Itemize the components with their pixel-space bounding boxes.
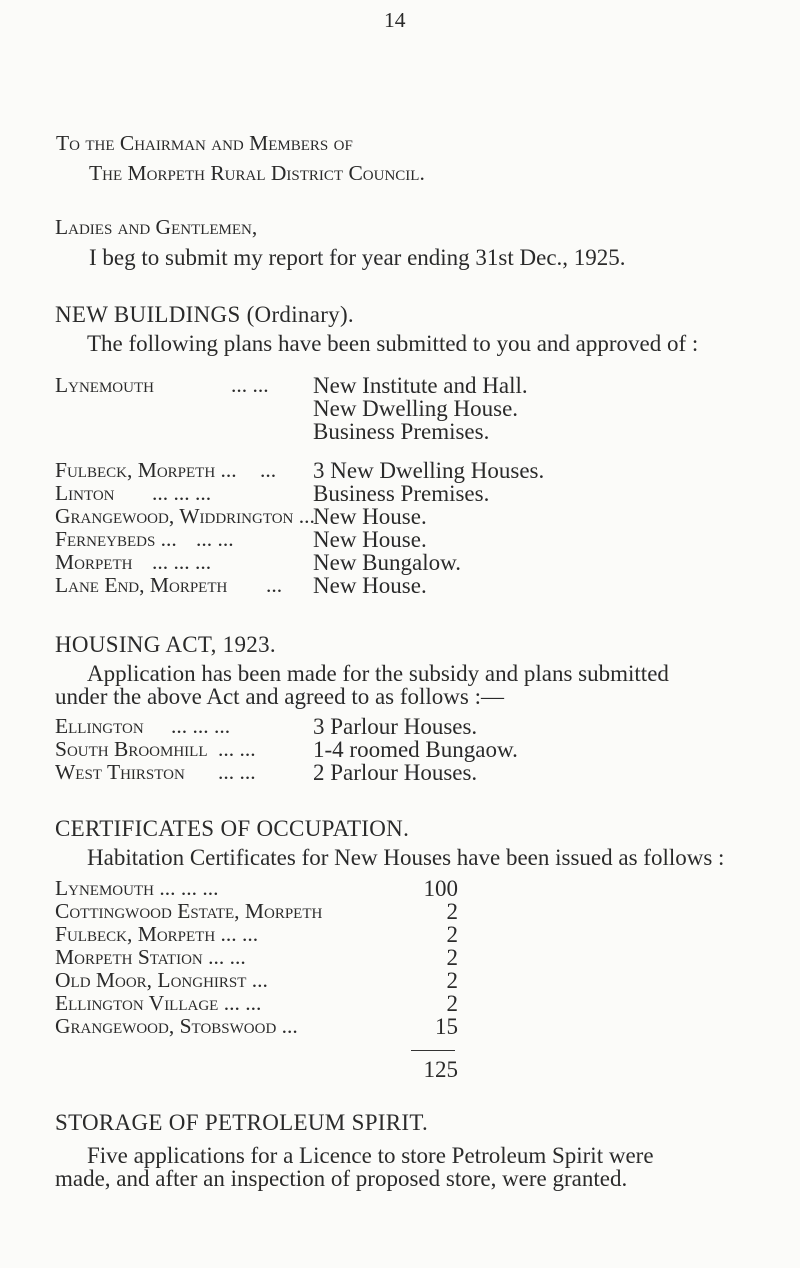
new-building-item: New Institute and Hall.: [313, 373, 528, 398]
new-building-dots: ...: [260, 458, 277, 482]
housing-act-item: 2 Parlour Houses.: [313, 760, 478, 785]
housing-act-place: South Broomhill: [55, 737, 208, 761]
housing-act-dots: ... ...: [218, 737, 256, 761]
housing-act-dots: ... ... ...: [171, 714, 231, 738]
section-heading-housing-act: HOUSING ACT, 1923.: [55, 632, 276, 657]
housing-act-place: Ellington: [55, 714, 144, 738]
new-building-place: Morpeth: [55, 550, 133, 574]
certificate-count: 2: [446, 922, 458, 947]
salutation: Ladies and Gentlemen,: [55, 215, 258, 239]
housing-act-dots: ... ...: [218, 760, 256, 784]
certificate-total: 125: [423, 1057, 458, 1082]
new-building-place: Lynemouth: [55, 373, 154, 397]
petroleum-para-line-2: made, and after an inspection of proposed store, were granted.: [55, 1166, 628, 1191]
certificate-count: 2: [446, 968, 458, 993]
certificate-count: 2: [446, 899, 458, 924]
housing-act-para-line-1: Application has been made for the subsidy and plans submitted: [87, 661, 669, 686]
new-building-item: New House.: [313, 527, 427, 552]
petroleum-para-line-1: Five applications for a Licence to store Petroleum Spirit were: [87, 1143, 654, 1168]
housing-act-item: 3 Parlour Houses.: [313, 714, 478, 739]
new-building-dots: ... ... ...: [152, 550, 212, 574]
new-buildings-intro: The following plans have been submitted to you and approved of :: [87, 331, 699, 356]
new-building-item: New Dwelling House.: [313, 396, 519, 421]
new-building-place: Ferneybeds ...: [55, 527, 177, 551]
certificate-count: 15: [435, 1014, 458, 1039]
new-building-item: New House.: [313, 573, 427, 598]
certificate-count: 2: [446, 991, 458, 1016]
certificates-intro: Habitation Certificates for New Houses have been issued as follows :: [87, 845, 725, 870]
new-building-dots: ... ... ...: [152, 481, 212, 505]
housing-act-place: West Thirston: [55, 760, 185, 784]
new-building-place: Grangewood, Widdrington ...: [55, 504, 315, 528]
new-building-place: Fulbeck, Morpeth ...: [55, 458, 237, 482]
certificate-place: Lynemouth ... ... ...: [55, 876, 219, 900]
new-building-item: Business Premises.: [313, 481, 490, 506]
intro-line: I beg to submit my report for year ending 31st Dec., 1925.: [89, 245, 626, 270]
new-building-dots: ... ...: [231, 373, 269, 397]
certificate-place: Old Moor, Longhirst ...: [55, 968, 268, 992]
new-building-item: New House.: [313, 504, 427, 529]
housing-act-para-line-2: under the above Act and agreed to as follows :—: [55, 684, 505, 709]
section-heading-new-buildings: NEW BUILDINGS (Ordinary).: [55, 302, 354, 327]
new-building-dots: ... ...: [196, 527, 234, 551]
certificate-place: Morpeth Station ... ...: [55, 945, 246, 969]
address-line-2: The Morpeth Rural District Council.: [89, 161, 425, 185]
certificate-count: 100: [423, 876, 458, 901]
new-building-item: 3 New Dwelling Houses.: [313, 458, 545, 483]
certificate-place: Cottingwood Estate, Morpeth: [55, 899, 323, 923]
section-heading-petroleum: STORAGE OF PETROLEUM SPIRIT.: [55, 1110, 429, 1135]
certificate-place: Ellington Village ... ...: [55, 991, 262, 1015]
new-building-place: Lane End, Morpeth: [55, 573, 228, 597]
housing-act-item: 1-4 roomed Bungaow.: [313, 737, 518, 762]
address-line-1: To the Chairman and Members of: [56, 131, 353, 155]
new-building-place: Linton: [55, 481, 115, 505]
section-heading-certificates: CERTIFICATES OF OCCUPATION.: [55, 816, 410, 841]
certificate-place: Fulbeck, Morpeth ... ...: [55, 922, 259, 946]
certificate-count: 2: [446, 945, 458, 970]
new-building-item: New Bungalow.: [313, 550, 461, 575]
total-rule: [411, 1050, 455, 1051]
new-building-dots: ...: [266, 573, 283, 597]
new-building-item: Business Premises.: [313, 419, 490, 444]
page-number: 14: [384, 8, 406, 32]
certificate-place: Grangewood, Stobswood ...: [55, 1014, 298, 1038]
